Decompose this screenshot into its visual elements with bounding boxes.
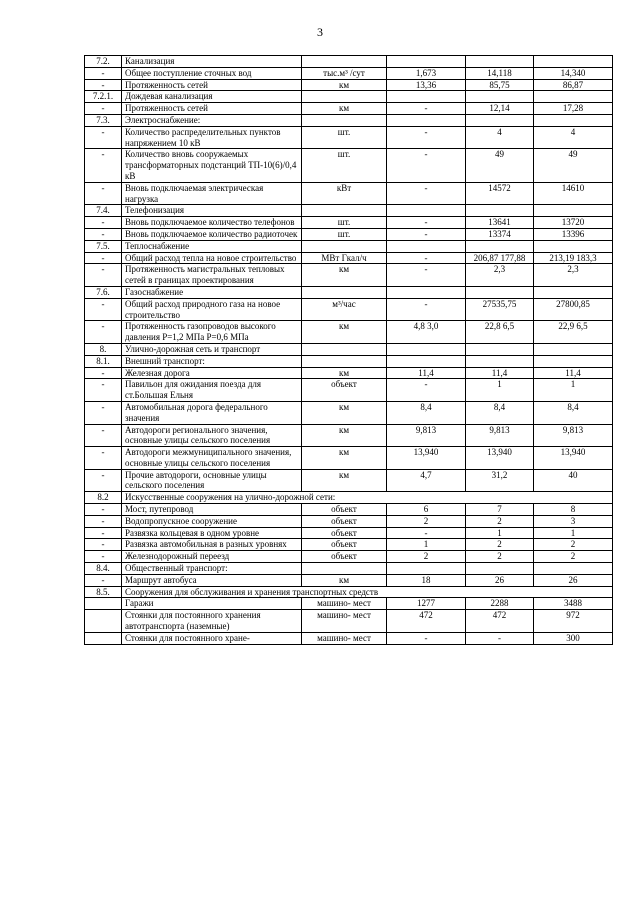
table-row — [85, 563, 613, 575]
unit-cell: шт. — [302, 228, 387, 240]
value-stage1-cell — [466, 343, 534, 355]
value-existing-cell: 6 — [387, 504, 466, 516]
value-stage1-cell: 85,75 — [466, 79, 534, 91]
value-estimated-cell: 14610 — [534, 182, 613, 205]
value-estimated-cell: 13,940 — [534, 447, 613, 470]
value-estimated-cell: 49 — [534, 149, 613, 182]
row-number-cell: - — [85, 321, 122, 344]
table-row — [85, 343, 613, 355]
value-stage1-cell: 13641 — [466, 217, 534, 229]
value-existing-cell — [387, 91, 466, 103]
value-existing-cell: - — [387, 632, 466, 644]
value-stage1-cell: 472 — [466, 610, 534, 633]
value-stage1-cell: 13,940 — [466, 447, 534, 470]
value-estimated-cell: 17,28 — [534, 103, 613, 115]
value-estimated-cell: 22,9 6,5 — [534, 321, 613, 344]
row-number-cell: - — [85, 469, 122, 492]
value-existing-cell: - — [387, 217, 466, 229]
unit-cell: объект — [302, 527, 387, 539]
table-row — [85, 469, 613, 492]
value-estimated-cell: 13720 — [534, 217, 613, 229]
unit-cell: км — [302, 401, 387, 424]
value-estimated-cell: 1 — [534, 527, 613, 539]
value-existing-cell — [387, 343, 466, 355]
value-estimated-cell: 2 — [534, 539, 613, 551]
indicator-name-cell: Теплоснабжение — [122, 240, 302, 252]
row-number-cell: - — [85, 126, 122, 149]
row-number-cell: 8.5. — [85, 586, 122, 598]
value-existing-cell: 8,4 — [387, 401, 466, 424]
indicator-name-cell: Канализация — [122, 56, 302, 68]
indicator-name-cell: Протяженность сетей — [122, 103, 302, 115]
indicator-name-cell: Искусственные сооружения на улично-дорожной сети: — [122, 492, 613, 504]
indicator-name-cell: Протяженность сетей — [122, 79, 302, 91]
unit-cell: км — [302, 264, 387, 287]
indicator-name-cell: Вновь подключаемое количество телефонов — [122, 217, 302, 229]
value-estimated-cell: 972 — [534, 610, 613, 633]
value-existing-cell: 9,813 — [387, 424, 466, 447]
value-stage1-cell: 26 — [466, 574, 534, 586]
indicators-table — [84, 55, 613, 645]
row-number-cell: 7.2. — [85, 56, 122, 68]
table-row — [85, 286, 613, 298]
row-number-cell: 7.2.1. — [85, 91, 122, 103]
row-number-cell: 7.5. — [85, 240, 122, 252]
table-row — [85, 240, 613, 252]
value-estimated-cell: 2,3 — [534, 264, 613, 287]
row-number-cell: - — [85, 574, 122, 586]
value-stage1-cell: 2 — [466, 539, 534, 551]
value-stage1-cell: 11,4 — [466, 367, 534, 379]
row-number-cell: - — [85, 79, 122, 91]
unit-cell: МВт Гкал/ч — [302, 252, 387, 264]
unit-cell: км — [302, 367, 387, 379]
table-row — [85, 610, 613, 633]
row-number-cell: 7.3. — [85, 114, 122, 126]
unit-cell: шт. — [302, 217, 387, 229]
unit-cell — [302, 343, 387, 355]
indicator-name-cell: Общественный транспорт: — [122, 563, 302, 575]
row-number-cell: - — [85, 149, 122, 182]
unit-cell — [302, 240, 387, 252]
value-existing-cell — [387, 286, 466, 298]
value-estimated-cell: 9,813 — [534, 424, 613, 447]
row-number-cell: - — [85, 447, 122, 470]
value-estimated-cell: 8,4 — [534, 401, 613, 424]
unit-cell: объект — [302, 379, 387, 402]
row-number-cell: - — [85, 252, 122, 264]
indicator-name-cell: Общий расход природного газа на новое строительство — [122, 298, 302, 321]
indicator-name-cell: Газоснабжение — [122, 286, 302, 298]
value-stage1-cell: 2 — [466, 515, 534, 527]
indicator-name-cell: Гаражи — [122, 598, 302, 610]
value-existing-cell: 4,8 3,0 — [387, 321, 466, 344]
row-number-cell: 8.1. — [85, 355, 122, 367]
value-stage1-cell: 14,118 — [466, 67, 534, 79]
value-existing-cell — [387, 205, 466, 217]
unit-cell — [302, 56, 387, 68]
unit-cell: шт. — [302, 126, 387, 149]
row-number-cell — [85, 610, 122, 633]
table-row — [85, 103, 613, 115]
table-row — [85, 56, 613, 68]
value-stage1-cell: 4 — [466, 126, 534, 149]
unit-cell: машино- мест — [302, 610, 387, 633]
unit-cell: машино- мест — [302, 632, 387, 644]
value-estimated-cell — [534, 343, 613, 355]
value-existing-cell — [387, 56, 466, 68]
unit-cell: шт. — [302, 149, 387, 182]
indicator-name-cell: Общий расход тепла на новое строительство — [122, 252, 302, 264]
row-number-cell: 8. — [85, 343, 122, 355]
row-number-cell: - — [85, 367, 122, 379]
unit-cell: объект — [302, 515, 387, 527]
indicator-name-cell: Стоянки для постоянного хране- — [122, 632, 302, 644]
indicator-name-cell: Прочие автодороги, основные улицы сельского поселения — [122, 469, 302, 492]
table-row — [85, 91, 613, 103]
value-stage1-cell — [466, 91, 534, 103]
table-row — [85, 79, 613, 91]
table-row — [85, 298, 613, 321]
row-number-cell: - — [85, 228, 122, 240]
value-stage1-cell: 1 — [466, 379, 534, 402]
value-estimated-cell — [534, 56, 613, 68]
table-row — [85, 264, 613, 287]
table-row — [85, 447, 613, 470]
indicator-name-cell: Протяженность магистральных тепловых сетей в границах проектирования — [122, 264, 302, 287]
table-row — [85, 424, 613, 447]
indicator-name-cell: Дождевая канализация — [122, 91, 302, 103]
value-existing-cell: 4,7 — [387, 469, 466, 492]
value-estimated-cell: 3488 — [534, 598, 613, 610]
value-estimated-cell: 1 — [534, 379, 613, 402]
indicator-name-cell: Развязка автомобильная в разных уровнях — [122, 539, 302, 551]
table-row — [85, 217, 613, 229]
value-stage1-cell — [466, 563, 534, 575]
unit-cell — [302, 286, 387, 298]
indicator-name-cell: Общее поступление сточных вод — [122, 67, 302, 79]
value-existing-cell: 13,36 — [387, 79, 466, 91]
indicator-name-cell: Улично-дорожная сеть и транспорт — [122, 343, 302, 355]
value-estimated-cell — [534, 205, 613, 217]
row-number-cell: - — [85, 401, 122, 424]
value-stage1-cell: 14572 — [466, 182, 534, 205]
table-row — [85, 205, 613, 217]
value-existing-cell: - — [387, 182, 466, 205]
value-stage1-cell — [466, 355, 534, 367]
value-estimated-cell — [534, 355, 613, 367]
indicator-name-cell: Вновь подключаемая электрическая нагрузка — [122, 182, 302, 205]
unit-cell: км — [302, 469, 387, 492]
unit-cell — [302, 205, 387, 217]
value-existing-cell: 13,940 — [387, 447, 466, 470]
table-row — [85, 539, 613, 551]
value-existing-cell: - — [387, 252, 466, 264]
value-estimated-cell — [534, 114, 613, 126]
row-number-cell: 8.2 — [85, 492, 122, 504]
value-stage1-cell: 2,3 — [466, 264, 534, 287]
value-existing-cell: 2 — [387, 551, 466, 563]
row-number-cell: - — [85, 264, 122, 287]
value-existing-cell: - — [387, 126, 466, 149]
row-number-cell — [85, 598, 122, 610]
row-number-cell: - — [85, 504, 122, 516]
page-number: 3 — [317, 25, 323, 39]
value-existing-cell: 1,673 — [387, 67, 466, 79]
row-number-cell: - — [85, 298, 122, 321]
unit-cell: тыс.м³ /сут — [302, 67, 387, 79]
value-estimated-cell: 11,4 — [534, 367, 613, 379]
indicator-name-cell: Маршрут автобуса — [122, 574, 302, 586]
value-existing-cell: - — [387, 103, 466, 115]
value-existing-cell: - — [387, 379, 466, 402]
row-number-cell: 8.4. — [85, 563, 122, 575]
value-existing-cell — [387, 114, 466, 126]
table-row — [85, 598, 613, 610]
value-existing-cell: - — [387, 298, 466, 321]
table-row — [85, 149, 613, 182]
table-row — [85, 527, 613, 539]
table-row — [85, 67, 613, 79]
indicator-name-cell: Вновь подключаемое количество радиоточек — [122, 228, 302, 240]
row-number-cell: 7.6. — [85, 286, 122, 298]
table-row — [85, 515, 613, 527]
value-estimated-cell: 26 — [534, 574, 613, 586]
table-row — [85, 492, 613, 504]
value-existing-cell — [387, 355, 466, 367]
indicator-name-cell: Развязка кольцевая в одном уровне — [122, 527, 302, 539]
row-number-cell: - — [85, 217, 122, 229]
value-existing-cell: - — [387, 527, 466, 539]
value-estimated-cell: 27800,85 — [534, 298, 613, 321]
table-row — [85, 114, 613, 126]
value-existing-cell — [387, 240, 466, 252]
value-estimated-cell: 86,87 — [534, 79, 613, 91]
value-estimated-cell: 300 — [534, 632, 613, 644]
indicator-name-cell: Стоянки для постоянного хранения автотранспорта (наземные) — [122, 610, 302, 633]
value-stage1-cell: 22,8 6,5 — [466, 321, 534, 344]
unit-cell: км — [302, 103, 387, 115]
value-stage1-cell: 27535,75 — [466, 298, 534, 321]
value-stage1-cell: 13374 — [466, 228, 534, 240]
value-stage1-cell: 1 — [466, 527, 534, 539]
unit-cell: км — [302, 321, 387, 344]
value-existing-cell — [387, 563, 466, 575]
table-row — [85, 632, 613, 644]
indicator-name-cell: Автодороги межмуниципального значения, основные улицы сельского поселения — [122, 447, 302, 470]
value-existing-cell: - — [387, 149, 466, 182]
row-number-cell: - — [85, 103, 122, 115]
value-estimated-cell: 2 — [534, 551, 613, 563]
value-estimated-cell — [534, 286, 613, 298]
value-stage1-cell — [466, 286, 534, 298]
table-row — [85, 586, 613, 598]
value-existing-cell: 1277 — [387, 598, 466, 610]
value-estimated-cell — [534, 91, 613, 103]
value-stage1-cell: 2 — [466, 551, 534, 563]
value-estimated-cell: 14,340 — [534, 67, 613, 79]
value-stage1-cell: 8,4 — [466, 401, 534, 424]
unit-cell: км — [302, 79, 387, 91]
table-row — [85, 551, 613, 563]
indicator-name-cell: Сооружения для обслуживания и хранения транспортных средств — [122, 586, 613, 598]
row-number-cell: - — [85, 67, 122, 79]
value-stage1-cell: 7 — [466, 504, 534, 516]
row-number-cell: 7.4. — [85, 205, 122, 217]
value-estimated-cell — [534, 240, 613, 252]
unit-cell: объект — [302, 539, 387, 551]
value-existing-cell: - — [387, 228, 466, 240]
indicator-name-cell: Водопропускное сооружение — [122, 515, 302, 527]
table-row — [85, 126, 613, 149]
row-number-cell: - — [85, 515, 122, 527]
value-stage1-cell — [466, 56, 534, 68]
table-row — [85, 228, 613, 240]
indicator-name-cell: Телефонизация — [122, 205, 302, 217]
table-row — [85, 355, 613, 367]
value-stage1-cell — [466, 114, 534, 126]
unit-cell: км — [302, 574, 387, 586]
value-estimated-cell: 213,19 183,3 — [534, 252, 613, 264]
row-number-cell — [85, 632, 122, 644]
value-estimated-cell: 13396 — [534, 228, 613, 240]
unit-cell: машино- мест — [302, 598, 387, 610]
value-existing-cell: 11,4 — [387, 367, 466, 379]
value-existing-cell: 2 — [387, 515, 466, 527]
value-stage1-cell: 206,87 177,88 — [466, 252, 534, 264]
indicator-name-cell: Протяженность газопроводов высокого давления Р=1,2 МПа Р=0,6 МПа — [122, 321, 302, 344]
value-existing-cell: 1 — [387, 539, 466, 551]
row-number-cell: - — [85, 379, 122, 402]
value-existing-cell: 472 — [387, 610, 466, 633]
table-row — [85, 504, 613, 516]
unit-cell: объект — [302, 504, 387, 516]
indicator-name-cell: Автомобильная дорога федерального значения — [122, 401, 302, 424]
table-row — [85, 401, 613, 424]
row-number-cell: - — [85, 551, 122, 563]
unit-cell: объект — [302, 551, 387, 563]
table-row — [85, 379, 613, 402]
unit-cell — [302, 355, 387, 367]
row-number-cell: - — [85, 527, 122, 539]
unit-cell: м³/час — [302, 298, 387, 321]
indicator-name-cell: Павильон для ожидания поезда для ст.Большая Ельня — [122, 379, 302, 402]
unit-cell: км — [302, 447, 387, 470]
value-estimated-cell: 40 — [534, 469, 613, 492]
value-estimated-cell: 3 — [534, 515, 613, 527]
value-estimated-cell: 4 — [534, 126, 613, 149]
row-number-cell: - — [85, 182, 122, 205]
table-row — [85, 574, 613, 586]
value-stage1-cell: 12,14 — [466, 103, 534, 115]
value-existing-cell: - — [387, 264, 466, 287]
value-stage1-cell: - — [466, 632, 534, 644]
indicator-name-cell: Внешний транспорт: — [122, 355, 302, 367]
indicator-name-cell: Автодороги регионального значения, основные улицы сельского поселения — [122, 424, 302, 447]
indicator-name-cell: Мост, путепровод — [122, 504, 302, 516]
value-stage1-cell: 9,813 — [466, 424, 534, 447]
value-stage1-cell — [466, 205, 534, 217]
table-row — [85, 367, 613, 379]
value-estimated-cell — [534, 563, 613, 575]
unit-cell — [302, 114, 387, 126]
value-existing-cell: 18 — [387, 574, 466, 586]
unit-cell: кВт — [302, 182, 387, 205]
table-row — [85, 321, 613, 344]
value-stage1-cell — [466, 240, 534, 252]
value-estimated-cell: 8 — [534, 504, 613, 516]
indicator-name-cell: Количество распределительных пунктов напряжением 10 кВ — [122, 126, 302, 149]
value-stage1-cell: 31,2 — [466, 469, 534, 492]
row-number-cell: - — [85, 424, 122, 447]
unit-cell — [302, 91, 387, 103]
unit-cell: км — [302, 424, 387, 447]
indicator-name-cell: Железная дорога — [122, 367, 302, 379]
indicator-name-cell: Электроснабжение: — [122, 114, 302, 126]
value-stage1-cell: 49 — [466, 149, 534, 182]
row-number-cell: - — [85, 539, 122, 551]
indicator-name-cell: Железнодорожный переезд — [122, 551, 302, 563]
value-stage1-cell: 2288 — [466, 598, 534, 610]
indicator-name-cell: Количество вновь сооружаемых трансформаторных подстанций ТП-10(6)/0,4 кВ — [122, 149, 302, 182]
table-row — [85, 182, 613, 205]
unit-cell — [302, 563, 387, 575]
table-row — [85, 252, 613, 264]
